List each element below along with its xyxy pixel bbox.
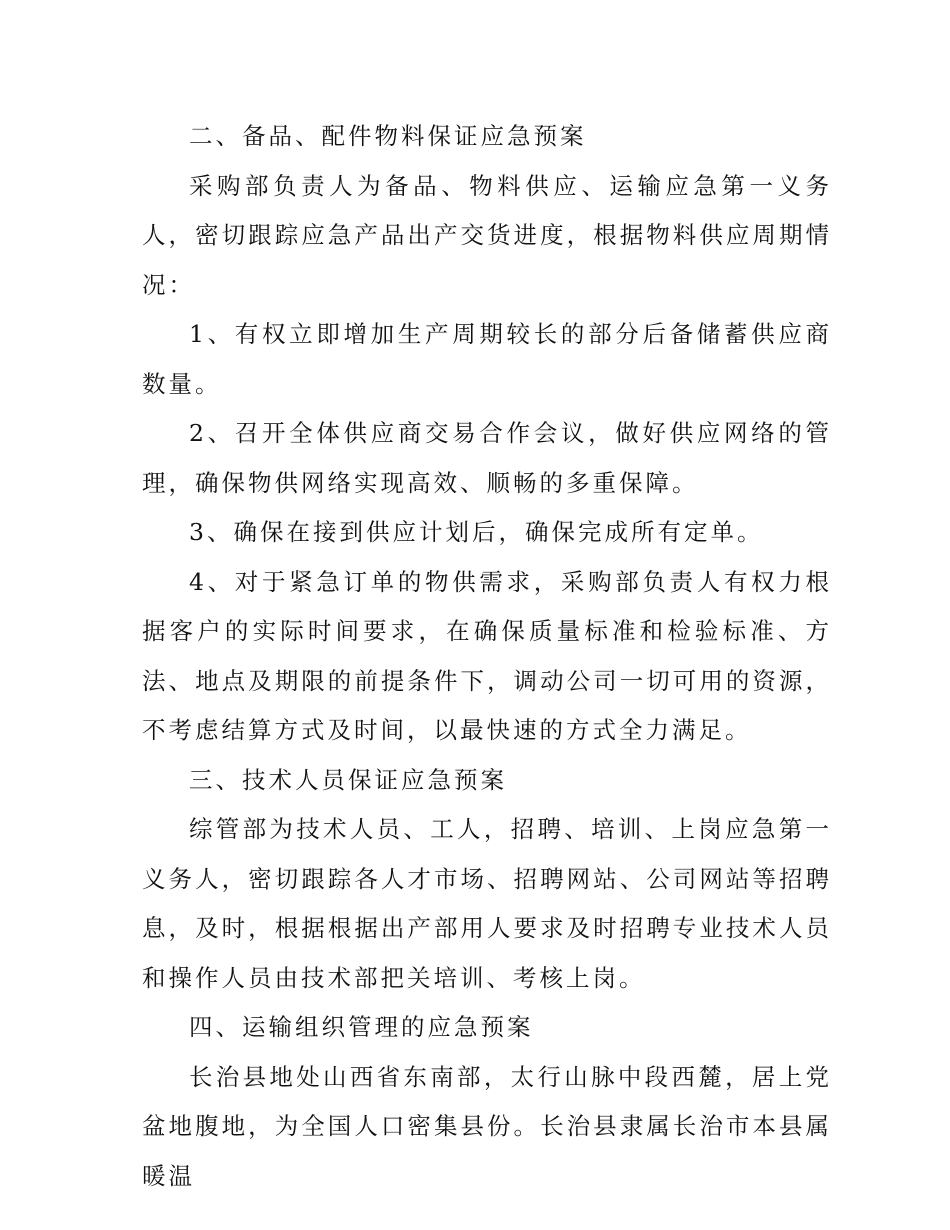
paragraph-county-description: 长治县地处山西省东南部，太行山脉中段西麓，居上党盆地腹地，为全国人口密集县份。长治县隶属长治市本县属暖温	[142, 1062, 832, 1190]
paragraph-hr-duty: 综管部为技术人员、工人，招聘、培训、上岗应急第一义务人，密切跟踪各人才市场、招聘网站、公司网站等招聘息，及时，根据根据出产部用人要求及时招聘专业技术人员和操作人员由技术部把关培训、考核上岗。	[142, 815, 832, 992]
list-item-3: 3、确保在接到供应计划后，确保完成所有定单。	[189, 518, 764, 546]
list-item-4: 4、对于紧急订单的物供需求，采购部负责人有权力根据客户的实际时间要求，在确保质量标准和检验标准、方法、地点及期限的前提条件下，调动公司一切可用的资源，不考虑结算方式及时间，以最快速的方式全力满足。	[142, 567, 832, 744]
section-heading-technical-staff: 三、技术人员保证应急预案	[189, 765, 507, 794]
section-heading-spare-parts: 二、备品、配件物料保证应急预案	[189, 122, 587, 150]
section-heading-transport: 四、运输组织管理的应急预案	[189, 1013, 534, 1041]
list-item-2: 2、召开全体供应商交易合作会议，做好供应网络的管理，确保物供网络实现高效、顺畅的多重保障。	[142, 419, 832, 497]
list-item-1: 1、有权立即增加生产周期较长的部分后备储蓄供应商数量。	[142, 320, 832, 398]
document-page	[142, 112, 832, 1201]
paragraph-purchasing-duty: 采购部负责人为备品、物料供应、运输应急第一义务人，密切跟踪应急产品出产交货进度，根据物料供应周期情况：	[142, 171, 832, 299]
